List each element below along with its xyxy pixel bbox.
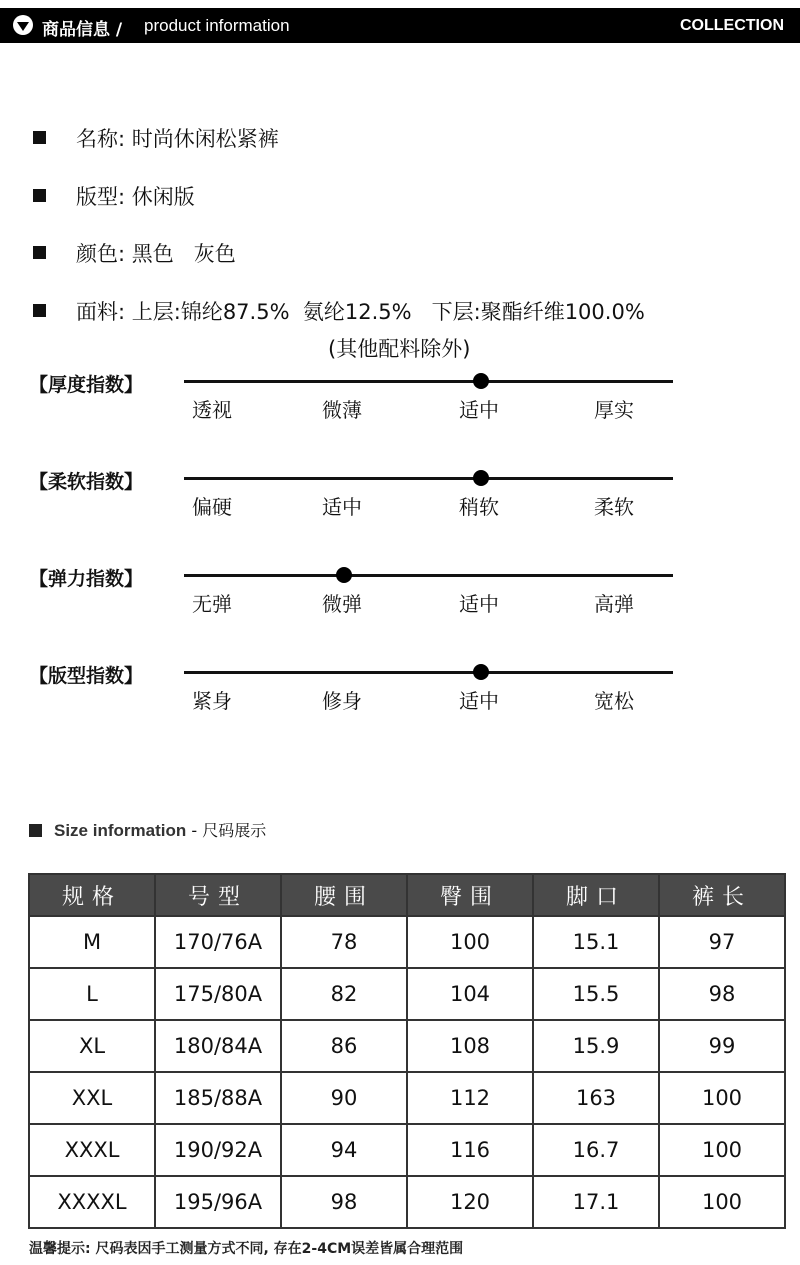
index-line	[184, 477, 673, 480]
heart-shield-icon	[12, 14, 34, 36]
index-option: 微弹	[322, 592, 362, 616]
table-cell: 97	[659, 916, 785, 968]
index-marker-dot	[473, 470, 489, 486]
table-cell: XL	[29, 1020, 155, 1072]
table-cell: 112	[407, 1072, 533, 1124]
size-table-header	[29, 874, 785, 916]
table-cell: 100	[659, 1072, 785, 1124]
header-title-cn: 商品信息 /	[42, 20, 123, 40]
size-column-header: 裤长	[659, 874, 785, 916]
table-row	[29, 1020, 785, 1072]
table-cell: 15.1	[533, 916, 659, 968]
table-cell: 185/88A	[155, 1072, 281, 1124]
table-row	[29, 1176, 785, 1228]
table-row	[29, 1072, 785, 1124]
index-option: 适中	[459, 689, 499, 713]
table-row	[29, 968, 785, 1020]
index-option: 宽松	[594, 689, 634, 713]
size-table-body	[29, 916, 785, 1228]
table-cell: 16.7	[533, 1124, 659, 1176]
table-row	[29, 1124, 785, 1176]
size-column-header: 腰围	[281, 874, 407, 916]
table-cell: 100	[659, 1176, 785, 1228]
size-table	[28, 873, 786, 1229]
index-option: 无弹	[192, 592, 232, 616]
size-column-header: 规格	[29, 874, 155, 916]
header-title-en: product information	[144, 16, 290, 35]
table-cell: 195/96A	[155, 1176, 281, 1228]
index-option: 微薄	[322, 398, 362, 422]
table-cell: 17.1	[533, 1176, 659, 1228]
table-cell: 170/76A	[155, 916, 281, 968]
bullet	[29, 824, 42, 837]
table-cell: 94	[281, 1124, 407, 1176]
table-cell: XXL	[29, 1072, 155, 1124]
size-column-header: 脚口	[533, 874, 659, 916]
index-option: 适中	[459, 592, 499, 616]
table-cell: M	[29, 916, 155, 968]
header-bar	[0, 8, 800, 43]
table-cell: 78	[281, 916, 407, 968]
index-option: 适中	[322, 495, 362, 519]
bullet	[33, 246, 46, 259]
size-column-header: 臀围	[407, 874, 533, 916]
index-label: 【柔软指数】	[29, 471, 144, 493]
index-line	[184, 380, 673, 383]
table-cell: 100	[659, 1124, 785, 1176]
table-cell: 108	[407, 1020, 533, 1072]
info-color-text: 颜色: 黑色 灰色	[76, 242, 236, 266]
bullet	[33, 304, 46, 317]
table-cell: 180/84A	[155, 1020, 281, 1072]
table-cell: 86	[281, 1020, 407, 1072]
index-label: 【厚度指数】	[29, 374, 144, 396]
fabric-note: (其他配料除外)	[328, 337, 471, 361]
info-fabric	[33, 296, 645, 326]
measurement-tip: 温馨提示: 尺码表因手工测量方式不同, 存在2-4CM误差皆属合理范围	[29, 1241, 464, 1257]
table-cell: 98	[281, 1176, 407, 1228]
index-marker-dot	[473, 373, 489, 389]
info-fit	[33, 181, 195, 211]
table-cell: 175/80A	[155, 968, 281, 1020]
index-option: 紧身	[192, 689, 232, 713]
index-label: 【版型指数】	[29, 665, 144, 687]
index-line	[184, 671, 673, 674]
info-fabric-text: 面料: 上层:锦纶87.5% 氨纶12.5% 下层:聚酯纤维100.0%	[76, 300, 645, 324]
index-line	[184, 574, 673, 577]
index-option: 透视	[192, 398, 232, 422]
table-cell: XXXL	[29, 1124, 155, 1176]
info-name	[33, 123, 279, 153]
table-cell: L	[29, 968, 155, 1020]
table-cell: 163	[533, 1072, 659, 1124]
table-cell: 15.9	[533, 1020, 659, 1072]
table-cell: 15.5	[533, 968, 659, 1020]
table-cell: 120	[407, 1176, 533, 1228]
table-row	[29, 916, 785, 968]
info-color	[33, 238, 236, 268]
table-cell: 104	[407, 968, 533, 1020]
index-option: 适中	[459, 398, 499, 422]
index-option: 厚实	[594, 398, 634, 422]
index-marker-dot	[473, 664, 489, 680]
index-option: 高弹	[594, 592, 634, 616]
size-column-header: 号型	[155, 874, 281, 916]
table-cell: 190/92A	[155, 1124, 281, 1176]
info-name-text: 名称: 时尚休闲松紧裤	[76, 127, 279, 151]
size-title-cn: - 尺码展示	[191, 821, 267, 840]
table-cell: 100	[407, 916, 533, 968]
info-fit-text: 版型: 休闲版	[76, 185, 195, 209]
size-section-title	[29, 818, 266, 841]
table-cell: 98	[659, 968, 785, 1020]
index-option: 稍软	[459, 495, 499, 519]
bullet	[33, 131, 46, 144]
index-label: 【弹力指数】	[29, 568, 144, 590]
index-marker-dot	[336, 567, 352, 583]
bullet	[33, 189, 46, 202]
table-cell: 90	[281, 1072, 407, 1124]
index-option: 偏硬	[192, 495, 232, 519]
table-cell: XXXXL	[29, 1176, 155, 1228]
table-cell: 82	[281, 968, 407, 1020]
index-option: 修身	[322, 689, 362, 713]
table-cell: 99	[659, 1020, 785, 1072]
size-title-en: Size information	[54, 821, 187, 840]
table-cell: 116	[407, 1124, 533, 1176]
collection-label: COLLECTION	[680, 17, 784, 34]
index-option: 柔软	[594, 495, 634, 519]
